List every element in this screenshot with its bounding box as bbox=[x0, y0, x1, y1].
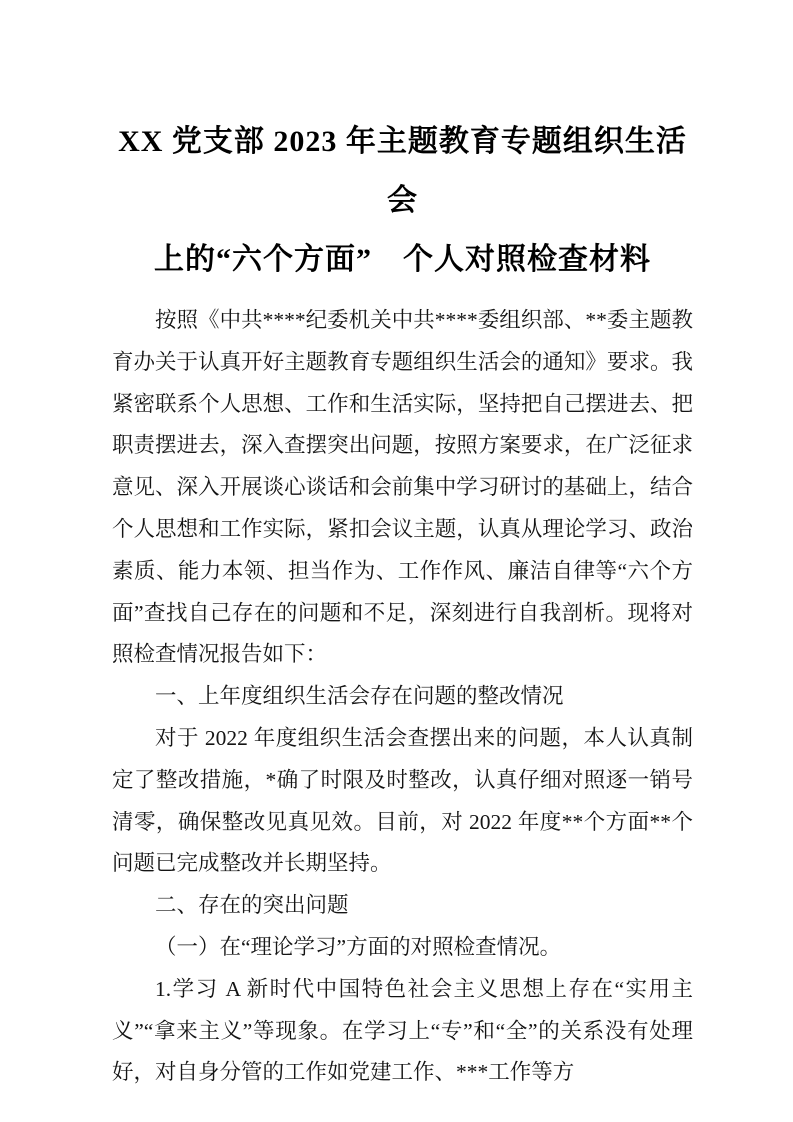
document-title-line-1: XX 党支部 2023 年主题教育专题组织生活会 bbox=[118, 125, 687, 217]
paragraph-intro: 按照《中共****纪委机关中共****委组织部、**委主题教育办关于认真开好主题教育专题组织生活会的通知》要求。我紧密联系个人思想、工作和生活实际，坚持把自己摆进去、把职责摆进去，深入查摆突出问题，按照方案要求，在广泛征求意见、深入开展谈心谈话和会前集中学习研讨的基础上，结合个人思想和工作实际，紧扣会议主题，认真从理论学习、政治素质、能力本领、担当作为、工作作风、廉洁自律等“六个方面”查找自己存在的问题和不足，深刻进行自我剖析。现将对照检查情况报告如下： bbox=[112, 308, 693, 667]
paragraph-section-heading-1: 一、上年度组织生活会存在问题的整改情况 bbox=[155, 684, 564, 709]
paragraph-rectification-status: 对于 2022 年度组织生活会查摆出来的问题，本人认真制定了整改措施，*确了时限及时整改，认真仔细对照逐一销号清零，确保整改见真见效。目前，对 2022 年度**个方面**个问题已完成整改并长期坚持。 bbox=[112, 725, 693, 876]
paragraph-problem-item-1: 1.学习 A 新时代中国特色社会主义思想上存在“实用主义”“拿来主义”等现象。在学习上“专”和“全”的关系没有处理好，对自身分管的工作如党建工作、***工作等方 bbox=[112, 976, 693, 1085]
paragraph-subsection-heading-theory-study: （一）在“理论学习”方面的对照检查情况。 bbox=[155, 934, 562, 959]
document-title bbox=[112, 112, 693, 289]
paragraph-section-heading-2: 二、存在的突出问题 bbox=[155, 893, 349, 918]
document-body bbox=[112, 300, 693, 1094]
document-title-line-2: 上的“六个方面” 个人对照检查材料 bbox=[154, 243, 651, 276]
